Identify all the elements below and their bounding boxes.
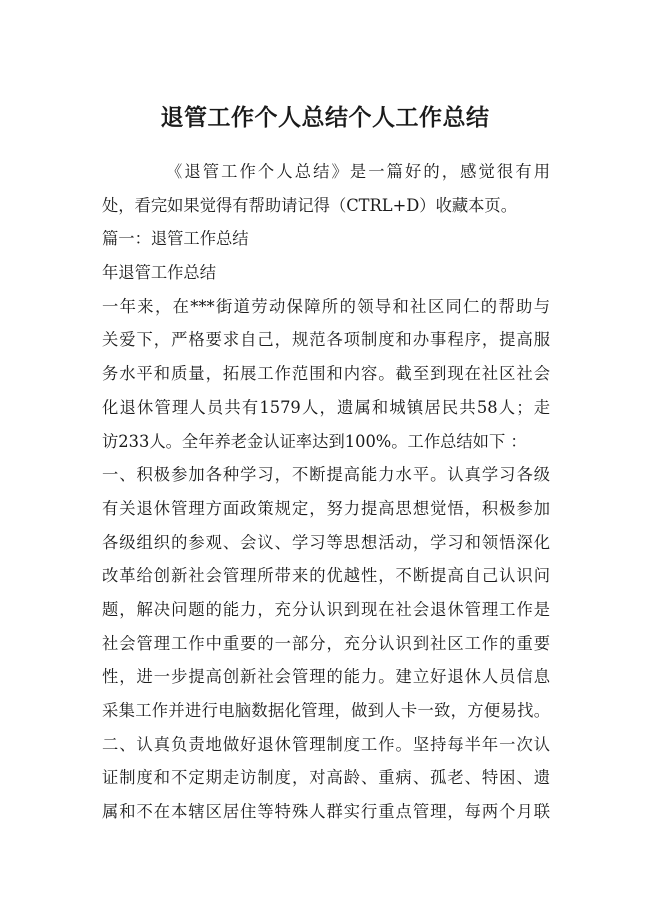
- paragraph-line: 改革给创新社会管理所带来的优越性，不断提高自己认识问: [102, 566, 550, 586]
- paragraph-line: 化退休管理人员共有1579人，遗属和城镇居民共58人；走: [102, 397, 550, 417]
- paragraph-line: 有关退休管理方面政策规定，努力提高思想觉悟，积极参加: [102, 498, 550, 518]
- paragraph-line: 各级组织的参观、会议、学习等思想活动，学习和领悟深化: [102, 532, 550, 552]
- paragraph-line: 题，解决问题的能力，充分认识到现在社会退休管理工作是: [102, 599, 550, 619]
- paragraph-line: 一、积极参加各种学习，不断提高能力水平。认真学习各级: [102, 465, 550, 485]
- section-heading: 篇一：退管工作总结: [102, 229, 249, 249]
- paragraph-line: 《退管工作个人总结》是一篇好的，感觉很有用: [166, 162, 550, 181]
- paragraph-line: 处，看完如果觉得有帮助请记得（CTRL+D）收藏本页。: [102, 195, 517, 215]
- paragraph-line: 务水平和质量，拓展工作范围和内容。截至到现在社区社会: [102, 364, 550, 384]
- paragraph-line: 采集工作并进行电脑数据化管理，做到人卡一致，方便易找。: [102, 701, 550, 720]
- document-title: 退管工作个人总结个人工作总结: [160, 105, 490, 131]
- paragraph-line: 关爱下，严格要求自己，规范各项制度和办事程序，提高服: [102, 330, 550, 350]
- paragraph-line: 社会管理工作中重要的一部分，充分认识到社区工作的重要: [102, 633, 550, 653]
- subsection-heading: 年退管工作总结: [102, 263, 216, 283]
- paragraph-line: 二、认真负责地做好退休管理制度工作。坚持每半年一次认: [102, 734, 550, 754]
- paragraph-line: 性，进一步提高创新社会管理的能力。建立好退休人员信息: [102, 667, 550, 687]
- document-body: [102, 155, 550, 829]
- paragraph-line: 访233人。全年养老金认证率达到100%。工作总结如下 ：: [102, 431, 527, 451]
- paragraph-line: 证制度和不定期走访制度，对高龄、重病、孤老、特困、遗: [102, 768, 550, 788]
- paragraph-line: 属和不在本辖区居住等特殊人群实行重点管理，每两个月联: [102, 802, 550, 822]
- paragraph-line: 一年来，在***街道劳动保障所的领导和社区同仁的帮助与: [102, 296, 550, 316]
